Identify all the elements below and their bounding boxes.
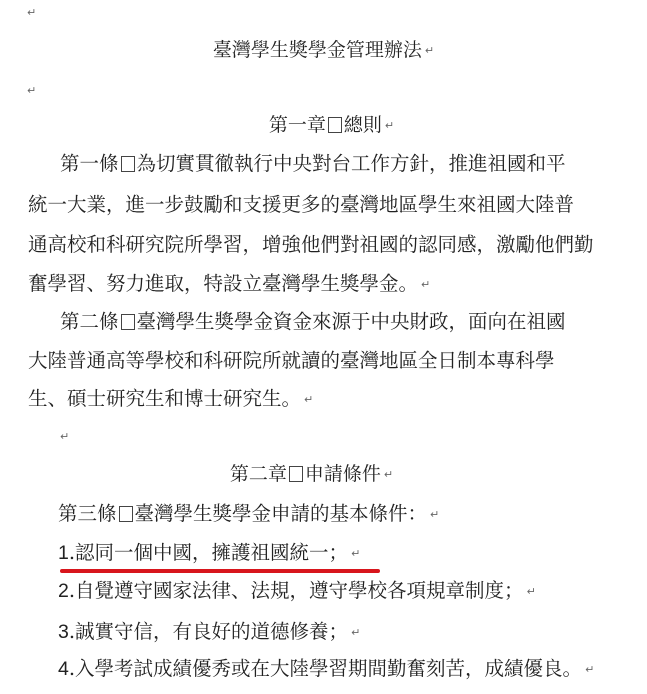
paragraph-mark: ↵ [60, 430, 70, 443]
missing-glyph-box [289, 466, 303, 482]
article-2-line-1: 第二條 臺灣學生獎學金資金來源于中央財政，面向在祖國 [60, 310, 566, 333]
paragraph-mark: ↵ [351, 625, 361, 639]
article-3-line: 第三條 臺灣學生獎學金申請的基本條件： ↵ [58, 502, 440, 525]
condition-item-4: 4.入學考試成績優秀或在大陸學習期間勤奮刻苦，成績優良。 ↵ [58, 657, 595, 680]
paragraph-mark: ↵ [351, 546, 361, 560]
missing-glyph-box [119, 506, 133, 522]
missing-glyph-box [121, 156, 135, 172]
paragraph-mark: ↵ [421, 277, 431, 291]
article-1-line-4: 奮學習、努力進取，特設立臺灣學生獎學金。 ↵ [28, 272, 431, 295]
paragraph-mark: ↵ [424, 44, 435, 57]
chapter-2-heading: 第二章 申請條件 ↵ [229, 463, 394, 485]
condition-item-1: 1.認同一個中國，擁護祖國統一； ↵ [58, 541, 361, 564]
paragraph-mark: ↵ [27, 84, 37, 97]
article-2-line-2: 大陸普通高等學校和科研院所就讀的臺灣地區全日制本專科學 [28, 349, 555, 372]
red-highlight-underline [60, 569, 380, 573]
paragraph-mark: ↵ [526, 584, 536, 598]
paragraph-mark: ↵ [384, 119, 395, 132]
paragraph-mark: ↵ [383, 468, 394, 481]
paragraph-mark: ↵ [27, 6, 37, 19]
condition-item-2: 2.自覺遵守國家法律、法規，遵守學校各項規章制度； ↵ [58, 579, 536, 602]
article-1-line-2: 統一大業，進一步鼓勵和支援更多的臺灣地區學生來祖國大陸普 [28, 193, 575, 216]
article-1-line-3: 通高校和科研究院所學習，增強他們對祖國的認同感，激勵他們勤 [28, 233, 594, 256]
article-2-line-3: 生、碩士研究生和博士研究生。 ↵ [28, 387, 314, 410]
article-1-line-1: 第一條 為切實貫徹執行中央對台工作方針，推進祖國和平 [60, 152, 566, 175]
missing-glyph-box [328, 117, 342, 133]
document-title: 臺灣學生獎學金管理辦法 ↵ [212, 39, 435, 61]
missing-glyph-box [121, 314, 135, 330]
chapter-1-heading: 第一章 總則 ↵ [268, 114, 395, 136]
paragraph-mark: ↵ [585, 662, 595, 676]
paragraph-mark: ↵ [304, 392, 314, 406]
paragraph-mark: ↵ [430, 507, 440, 521]
condition-item-3: 3.誠實守信，有良好的道德修養； ↵ [58, 620, 361, 643]
